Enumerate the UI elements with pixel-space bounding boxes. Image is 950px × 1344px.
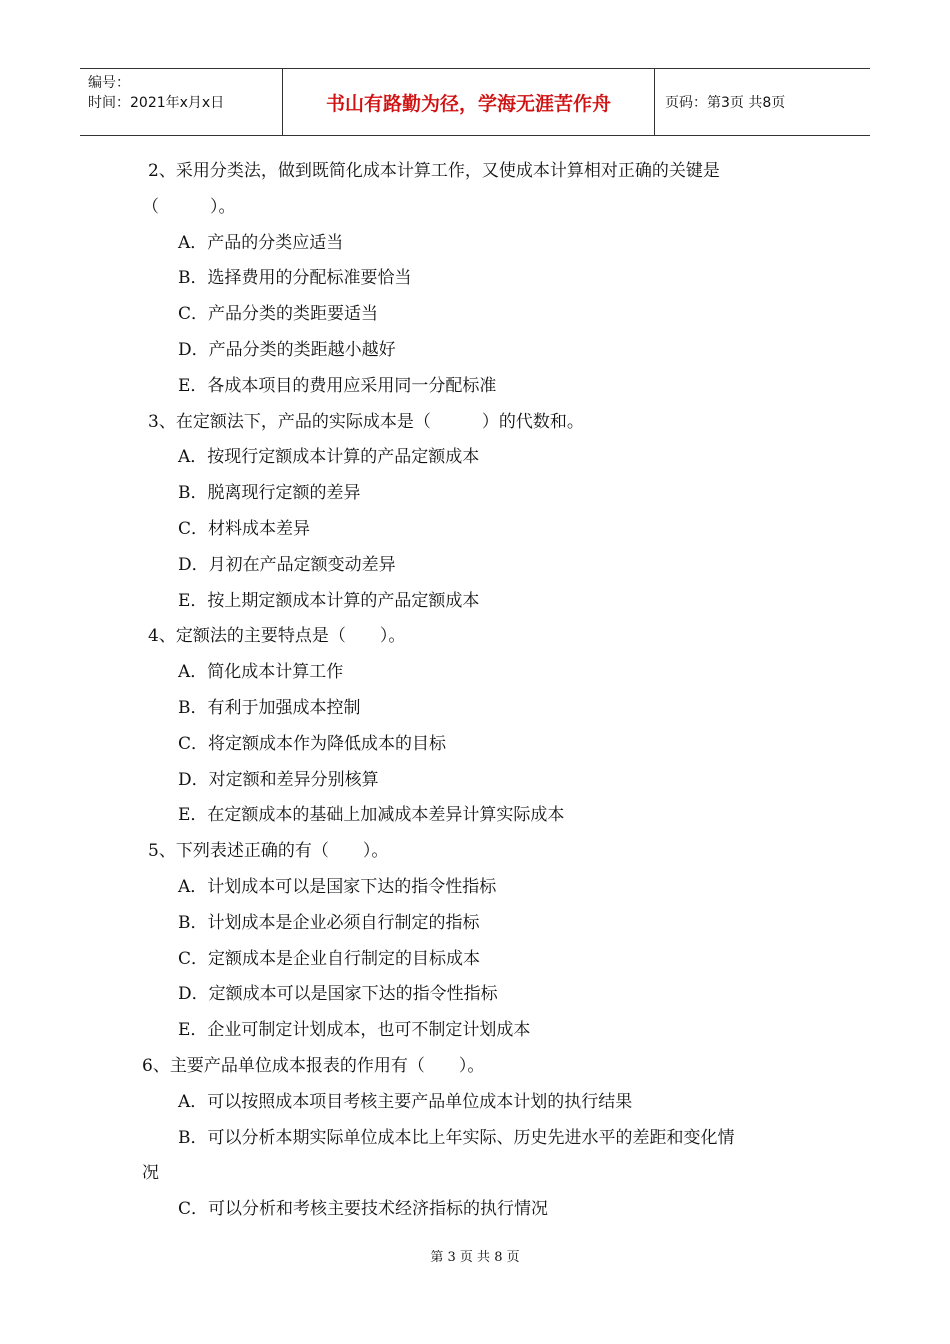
page-footer: 第 3 页 共 8 页: [430, 1250, 520, 1265]
option: D．对定额和差异分别核算: [178, 769, 379, 790]
option: E．按上期定额成本计算的产品定额成本: [178, 590, 480, 611]
option: A．计划成本可以是国家下达的指令性指标: [178, 876, 497, 897]
question-stem: 4、定额法的主要特点是（ ）。: [148, 626, 406, 647]
option: E．各成本项目的费用应采用同一分配标准: [178, 375, 497, 396]
option: C．材料成本差异: [178, 518, 311, 539]
header-page-code: 页码：第3页 共8页: [665, 95, 786, 111]
option: C．将定额成本作为降低成本的目标: [178, 733, 447, 754]
option: A．按现行定额成本计算的产品定额成本: [178, 447, 480, 468]
option: A．可以按照成本项目考核主要产品单位成本计划的执行结果: [178, 1091, 633, 1112]
question-stem: 2、采用分类法，做到既简化成本计算工作，又使成本计算相对正确的关键是: [148, 161, 720, 181]
number-label: 编号：: [88, 75, 130, 91]
option: E．企业可制定计划成本，也可不制定计划成本: [178, 1020, 531, 1041]
option: B．脱离现行定额的差异: [178, 483, 361, 504]
question-stem: 5、下列表述正确的有（ ）。: [148, 841, 389, 862]
option: C．定额成本是企业自行制定的目标成本: [178, 948, 481, 969]
question-stem-continued: （ ）。: [142, 196, 236, 217]
option-continued: 况: [142, 1163, 159, 1184]
option: C．产品分类的类距要适当: [178, 304, 379, 325]
question-stem: 6、主要产品单位成本报表的作用有（ ）。: [142, 1055, 485, 1076]
option: D．月初在产品定额变动差异: [178, 554, 396, 575]
option: D．产品分类的类距越小越好: [178, 339, 396, 360]
option: E．在定额成本的基础上加减成本差异计算实际成本: [178, 805, 565, 826]
option: C．可以分析和考核主要技术经济指标的执行情况: [178, 1199, 549, 1220]
option: A．简化成本计算工作: [178, 662, 344, 683]
page-header: [80, 68, 870, 136]
option: A．产品的分类应适当: [178, 232, 344, 253]
question-stem: 3、在定额法下，产品的实际成本是（ ）的代数和。: [148, 411, 584, 432]
time-label: 时间：2021年x月x日: [88, 95, 225, 111]
option: B．选择费用的分配标准要恰当: [178, 268, 412, 289]
option: D．定额成本可以是国家下达的指令性指标: [178, 984, 498, 1005]
option: B．可以分析本期实际单位成本比上年实际、历史先进水平的差距和变化情: [178, 1127, 735, 1148]
option: B．计划成本是企业必须自行制定的指标: [178, 912, 480, 933]
question-list: [142, 154, 828, 1228]
option: B．有利于加强成本控制: [178, 697, 361, 718]
header-meta: [80, 69, 283, 135]
header-motto: 书山有路勤为径，学海无涯苦作舟: [283, 69, 655, 135]
